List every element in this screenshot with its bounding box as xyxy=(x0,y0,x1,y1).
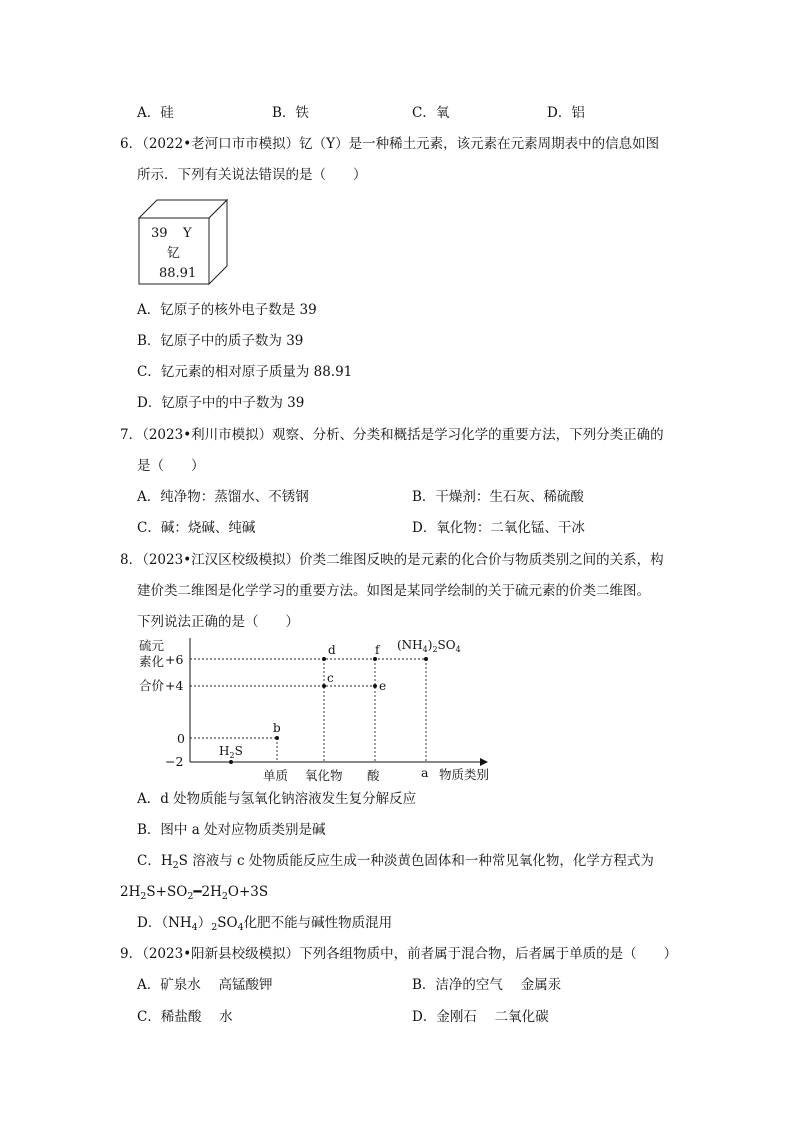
q6-option-b: B．钇原子中的质子数为 39 xyxy=(137,333,304,349)
q8-stem-line2: 建价类二维图是化学学习的重要方法。如图是某同学绘制的关于硫元素的价类二维图。 xyxy=(137,583,650,599)
q5-option-c: C．氧 xyxy=(412,105,450,121)
q8-option-c-line1: C．$H_2S$ 溶液与 c 处物质能反应生成一种淡黄色固体和一种常见氧化物，化学方程式为 xyxy=(137,853,654,871)
label-f: f xyxy=(375,643,380,657)
y-axis-label-1: 硫元 xyxy=(139,638,165,653)
q9-stem: 9．（2023•阳新县校级模拟）下列各组物质中，前者属于混合物，后者属于单质的是（ ） xyxy=(120,946,678,962)
x-tick-a: a xyxy=(421,765,429,780)
cell-symbol: Y xyxy=(183,226,192,241)
q5-option-a: A．硅 xyxy=(137,105,174,121)
q8-option-a: A．d 处物质能与氢氧化钠溶液发生复分解反应 xyxy=(137,791,417,807)
q8-option-b: B．图中 a 处对应物质类别是碱 xyxy=(137,822,326,838)
label-e: e xyxy=(379,679,387,693)
x-tick-acid: 酸 xyxy=(367,768,380,783)
x-axis-label: 物质类别 xyxy=(439,767,490,782)
label-h2s: $H_2S$ xyxy=(219,744,243,760)
point-b xyxy=(275,736,279,740)
q7-stem-line2: 是（ ） xyxy=(137,458,205,474)
q9-option-c: C．稀盐酸 水 xyxy=(137,1009,233,1025)
point-nh4so4 xyxy=(424,657,428,661)
point-d xyxy=(322,657,326,661)
q9-option-b: B．洁净的空气 金属汞 xyxy=(412,977,562,993)
y-axis-label-3: 合价 xyxy=(139,678,165,693)
y-tick-plus6: +6 xyxy=(165,652,184,667)
x-axis-arrow xyxy=(480,758,488,766)
y-tick-0: 0 xyxy=(177,731,185,746)
q9-option-a: A．矿泉水 高锰酸钾 xyxy=(137,977,273,993)
label-nh4so4: $(NH_4)_2SO_4$ xyxy=(397,638,461,654)
point-h2s xyxy=(229,760,233,764)
x-tick-oxide: 氧化物 xyxy=(305,768,343,783)
q5-option-b: B．铁 xyxy=(272,105,309,121)
q5-option-d: D．铝 xyxy=(547,105,585,121)
q6-option-c: C．钇元素的相对原子质量为 88.91 xyxy=(137,364,353,380)
point-f xyxy=(373,657,377,661)
label-b: b xyxy=(273,721,281,735)
q6-stem-line2: 所示．下列有关说法错误的是（ ） xyxy=(137,167,367,183)
q8-option-d: D．$(NH_4)_2SO_4$化肥不能与碱性物质混用 xyxy=(137,915,393,933)
q7-stem-line1: 7．（2023•利川市模拟）观察、分析、分类和概括是学习化学的重要方法，下列分类正确的 xyxy=(120,427,664,443)
label-d: d xyxy=(328,643,336,657)
q7-option-b: B．干燥剂：生石灰、稀硫酸 xyxy=(412,489,584,505)
q7-option-d: D．氧化物：二氧化锰、干冰 xyxy=(412,520,585,536)
element-cell-figure xyxy=(137,198,237,288)
label-c: c xyxy=(327,671,334,685)
y-tick-minus2: −2 xyxy=(165,754,184,769)
valence-class-chart xyxy=(135,636,505,784)
cell-atomic-mass: 88.91 xyxy=(159,266,197,281)
q8-stem-line1: 8．（2023•江汉区校级模拟）价类二维图反映的是元素的化合价与物质类别之间的关系，构 xyxy=(120,552,664,568)
q8-stem-line3: 下列说法正确的是（ ） xyxy=(137,614,299,630)
q9-option-d: D．金刚石 二氧化碳 xyxy=(412,1009,549,1025)
y-tick-plus4: +4 xyxy=(165,678,184,693)
q7-option-a: A．纯净物：蒸馏水、不锈钢 xyxy=(137,489,309,505)
x-tick-single: 单质 xyxy=(263,768,289,783)
y-axis-label-2: 素化 xyxy=(139,654,165,669)
q7-option-c: C．碱：烧碱、纯碱 xyxy=(137,520,256,536)
q6-option-d: D．钇原子中的中子数为 39 xyxy=(137,395,305,411)
cell-atomic-number: 39 xyxy=(151,226,168,241)
q8-option-c-equation: $2H_2S+SO_2━2H_2O+3S$ xyxy=(120,884,269,902)
point-e xyxy=(373,684,377,688)
cell-element-name: 钇 xyxy=(167,246,181,261)
q6-option-a: A．钇原子的核外电子数是 39 xyxy=(137,302,317,318)
point-c xyxy=(322,684,326,688)
q6-stem-line1: 6．（2022•老河口市市模拟）钇（Y）是一种稀土元素，该元素在元素周期表中的信息如图 xyxy=(120,136,660,152)
